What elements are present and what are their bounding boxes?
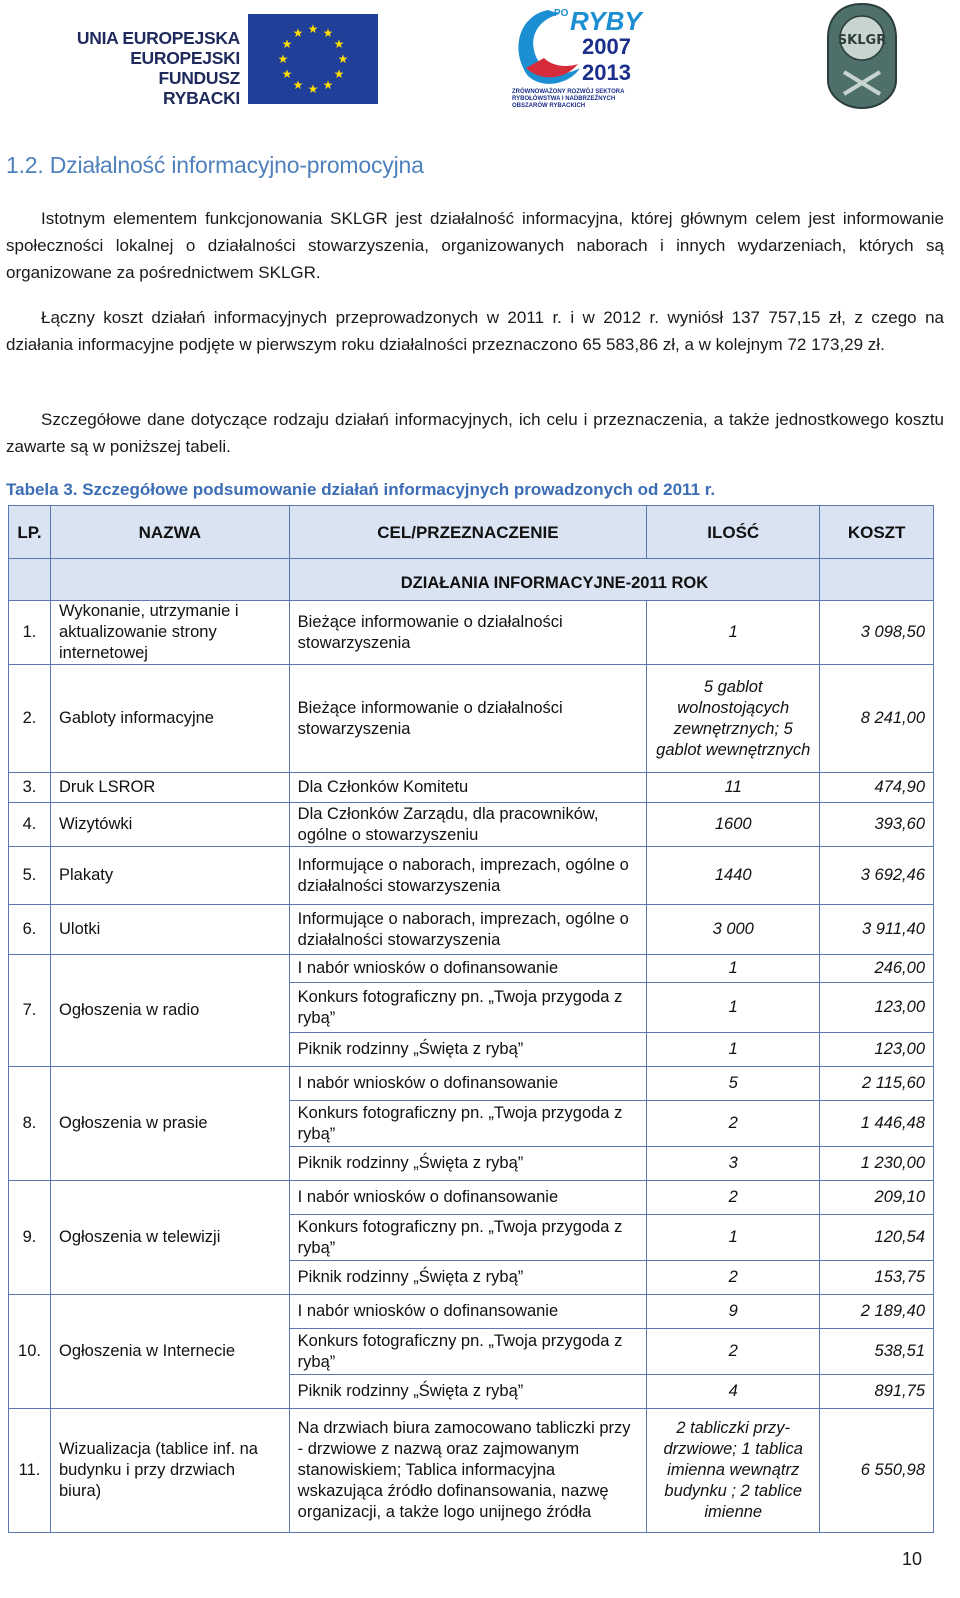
header-ilosc: ILOŚĆ	[647, 506, 820, 559]
eu-logo-text	[62, 28, 240, 108]
section-title: DZIAŁANIA INFORMACYJNE-2011 ROK	[289, 559, 820, 601]
ryby-logo-po: PO	[554, 8, 569, 19]
svg-text:★: ★	[322, 26, 334, 40]
row-ilosc: 2	[647, 1181, 820, 1215]
klgr-logo-text: SKLGR	[837, 33, 887, 48]
row-koszt: 3 911,40	[820, 905, 934, 955]
row-ilosc: 1	[647, 983, 820, 1033]
row-lp: 2.	[9, 665, 51, 773]
table-row	[9, 1181, 934, 1215]
svg-text:★: ★	[307, 22, 319, 36]
row-cel: I nabór wniosków o dofinansowanie	[289, 1067, 647, 1101]
paragraph-details: Szczegółowe dane dotyczące rodzaju działań informacyjnych, ich celu i przeznaczenia, a także jednostkowego kosztu zawarte są w poniższej tabeli.	[6, 410, 944, 456]
row-koszt: 393,60	[820, 803, 934, 847]
table-row	[9, 601, 934, 665]
row-cel: Informujące o naborach, imprezach, ogólne o działalności stowarzyszenia	[289, 847, 647, 905]
row-ilosc: 5	[647, 1067, 820, 1101]
row-name: Wykonanie, utrzymanie i aktualizowanie strony internetowej	[50, 601, 289, 665]
row-lp: 3.	[9, 773, 51, 803]
row-ilosc: 2	[647, 1101, 820, 1147]
table-row	[9, 665, 934, 773]
page-number: 10	[902, 1549, 923, 1569]
svg-text:★: ★	[337, 52, 349, 66]
svg-text:★: ★	[281, 37, 293, 51]
row-cel: I nabór wniosków o dofinansowanie	[289, 955, 647, 983]
row-ilosc: 1440	[647, 847, 820, 905]
row-lp: 8.	[9, 1067, 51, 1181]
row-ilosc: 5 gablot wolnostojących zewnętrznych; 5 gablot wewnętrznych	[647, 665, 820, 773]
eu-logo-line-3: RYBACKI	[163, 88, 240, 108]
eu-logo-line-2: EUROPEJSKI FUNDUSZ	[130, 48, 240, 88]
ryby-logo-name: RYBY	[570, 6, 642, 36]
paragraph-costs: Łączny koszt działań informacyjnych przeprowadzonych w 2011 r. i w 2012 r. wyniósł 137 757,15 zł, z czego na działania informacyjne podjęte w pierwszym roku działalności przeznaczono 65 583,86 zł, a w kolejnym 72 173,29 zł.	[6, 308, 944, 354]
row-ilosc: 2	[647, 1261, 820, 1295]
row-cel: I nabór wniosków o dofinansowanie	[289, 1295, 647, 1329]
row-koszt: 3 098,50	[820, 601, 934, 665]
po-ryby-logo	[508, 4, 642, 109]
row-cel: I nabór wniosków o dofinansowanie	[289, 1181, 647, 1215]
row-koszt: 120,54	[820, 1215, 934, 1261]
row-lp: 11.	[9, 1409, 51, 1533]
row-cel: Konkurs fotograficzny pn. „Twoja przygoda z rybą”	[289, 1329, 647, 1375]
row-cel: Na drzwiach biura zamocowano tabliczki przy - drzwiowe z nazwą oraz zajmowanym stanowiskiem; Tablica informacyjna wskazująca źródło dofinansowania, nazwę organizacji, a także logo unijnego źródła	[289, 1409, 647, 1533]
row-ilosc: 1	[647, 601, 820, 665]
paragraph-intro: Istotnym elementem funkcjonowania SKLGR jest działalność informacyjna, której głównym celem jest informowanie społeczności lokalnej o działalności stowarzyszenia, organizowanych naborach i innych wydarzeniach, których są organizowane za pośrednictwem SKLGR.	[6, 209, 944, 282]
row-cel: Informujące o naborach, imprezach, ogólne o działalności stowarzyszenia	[289, 905, 647, 955]
header-koszt: KOSZT	[820, 506, 934, 559]
table-row	[9, 1295, 934, 1329]
row-ilosc: 1	[647, 955, 820, 983]
row-koszt: 2 115,60	[820, 1067, 934, 1101]
svg-text:★: ★	[333, 67, 345, 81]
row-koszt: 153,75	[820, 1261, 934, 1295]
row-name: Druk LSROR	[50, 773, 289, 803]
ryby-logo-year-start: 2007	[582, 34, 631, 59]
eu-flag-icon	[248, 14, 378, 104]
row-koszt: 3 692,46	[820, 847, 934, 905]
row-ilosc: 2	[647, 1329, 820, 1375]
row-lp: 7.	[9, 955, 51, 1067]
row-name: Wizualizacja (tablice inf. na budynku i przy drzwiach biura)	[50, 1409, 289, 1533]
table-row	[9, 1067, 934, 1101]
row-koszt: 2 189,40	[820, 1295, 934, 1329]
table-row	[9, 905, 934, 955]
row-name: Gabloty informacyjne	[50, 665, 289, 773]
row-ilosc: 1600	[647, 803, 820, 847]
svg-text:★: ★	[307, 82, 319, 96]
row-lp: 6.	[9, 905, 51, 955]
row-koszt: 246,00	[820, 955, 934, 983]
row-name: Ogłoszenia w radio	[50, 955, 289, 1067]
row-koszt: 6 550,98	[820, 1409, 934, 1533]
row-ilosc: 3 000	[647, 905, 820, 955]
row-name: Ogłoszenia w prasie	[50, 1067, 289, 1181]
table-row	[9, 773, 934, 803]
row-cel: Piknik rodzinny „Święta z rybą”	[289, 1033, 647, 1067]
row-name: Wizytówki	[50, 803, 289, 847]
row-ilosc: 11	[647, 773, 820, 803]
row-koszt: 538,51	[820, 1329, 934, 1375]
svg-text:★: ★	[277, 52, 289, 66]
table-row	[9, 1409, 934, 1533]
row-lp: 9.	[9, 1181, 51, 1295]
row-name: Ogłoszenia w telewizji	[50, 1181, 289, 1295]
svg-text:★: ★	[281, 67, 293, 81]
row-name: Plakaty	[50, 847, 289, 905]
row-koszt: 474,90	[820, 773, 934, 803]
row-cel: Bieżące informowanie o działalności stowarzyszenia	[289, 665, 647, 773]
sklgr-emblem-icon	[826, 2, 898, 110]
row-koszt: 1 446,48	[820, 1101, 934, 1147]
row-name: Ogłoszenia w Internecie	[50, 1295, 289, 1409]
info-actions-table	[8, 505, 934, 1533]
svg-text:★: ★	[292, 78, 304, 92]
section-cell-blank	[50, 559, 289, 601]
row-cel: Konkurs fotograficzny pn. „Twoja przygoda z rybą”	[289, 1215, 647, 1261]
row-ilosc: 2 tabliczki przy-drzwiowe; 1 tablica imienna wewnątrz budynku ; 2 tablice imienne	[647, 1409, 820, 1533]
table-row	[9, 803, 934, 847]
table-header-row	[9, 506, 934, 559]
svg-text:★: ★	[292, 26, 304, 40]
row-koszt: 891,75	[820, 1375, 934, 1409]
row-ilosc: 1	[647, 1033, 820, 1067]
row-cel: Piknik rodzinny „Święta z rybą”	[289, 1261, 647, 1295]
row-cel: Dla Członków Zarządu, dla pracowników, ogólne o stowarzyszeniu	[289, 803, 647, 847]
row-lp: 4.	[9, 803, 51, 847]
table-caption: Tabela 3. Szczegółowe podsumowanie działań informacyjnych prowadzonych od 2011 r.	[6, 480, 716, 499]
row-ilosc: 3	[647, 1147, 820, 1181]
row-ilosc: 9	[647, 1295, 820, 1329]
row-cel: Dla Członków Komitetu	[289, 773, 647, 803]
eu-fisheries-fund-logo	[62, 8, 392, 108]
table-row	[9, 847, 934, 905]
row-name: Ulotki	[50, 905, 289, 955]
header-cel: CEL/PRZEZNACZENIE	[289, 506, 647, 559]
row-lp: 5.	[9, 847, 51, 905]
row-ilosc: 1	[647, 1215, 820, 1261]
ryby-logo-subtitle: ZRÓWNOWAŻONY ROZWÓJ SEKTORA RYBOŁÓWSTWA I NADBRZEŻNYCH OBSZARÓW RYBACKICH	[512, 89, 625, 109]
table-row	[9, 955, 934, 983]
svg-text:★: ★	[333, 37, 345, 51]
section-cell-blank	[9, 559, 51, 601]
row-cel: Konkurs fotograficzny pn. „Twoja przygoda z rybą”	[289, 983, 647, 1033]
header-lp: LP.	[9, 506, 51, 559]
header-nazwa: NAZWA	[50, 506, 289, 559]
row-koszt: 123,00	[820, 983, 934, 1033]
row-cel: Piknik rodzinny „Święta z rybą”	[289, 1375, 647, 1409]
section-cell-blank	[820, 559, 934, 601]
section-heading: 1.2. Działalność informacyjno-promocyjna	[6, 152, 424, 178]
eu-logo-line-1: UNIA EUROPEJSKA	[76, 28, 240, 48]
row-koszt: 8 241,00	[820, 665, 934, 773]
row-koszt: 209,10	[820, 1181, 934, 1215]
row-cel: Konkurs fotograficzny pn. „Twoja przygoda z rybą”	[289, 1101, 647, 1147]
row-lp: 10.	[9, 1295, 51, 1409]
row-cel: Bieżące informowanie o działalności stowarzyszenia	[289, 601, 647, 665]
ryby-logo-year-end: 2013	[582, 60, 631, 85]
row-lp: 1.	[9, 601, 51, 665]
row-cel: Piknik rodzinny „Święta z rybą”	[289, 1147, 647, 1181]
row-koszt: 123,00	[820, 1033, 934, 1067]
svg-text:★: ★	[322, 78, 334, 92]
section-row	[9, 559, 934, 601]
row-ilosc: 4	[647, 1375, 820, 1409]
row-koszt: 1 230,00	[820, 1147, 934, 1181]
